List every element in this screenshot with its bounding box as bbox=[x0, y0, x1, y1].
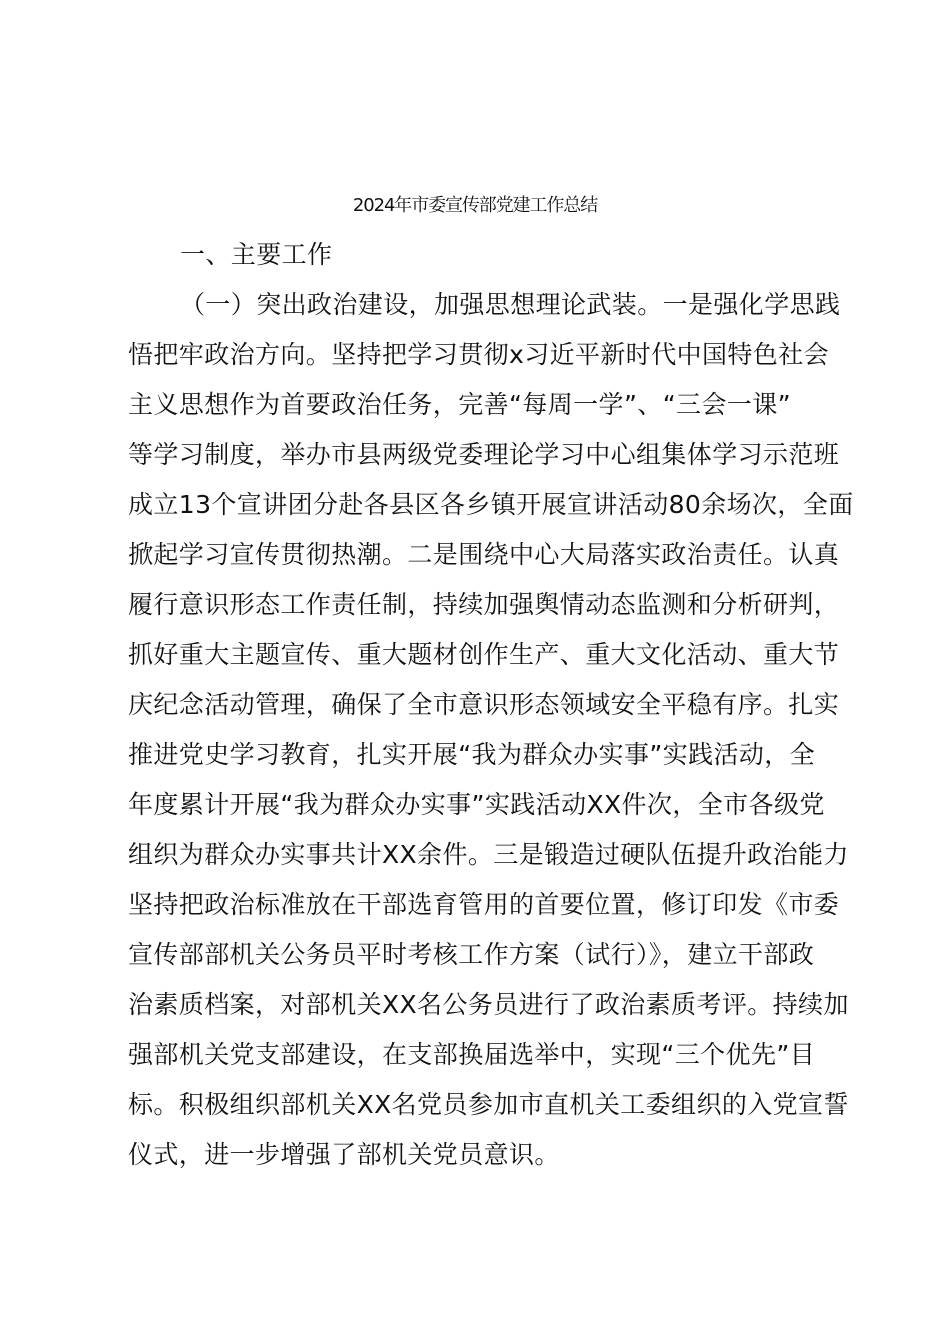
paragraph-line-18: 仪式，进一步增强了部机关党员意识。 bbox=[128, 1140, 560, 1169]
paragraph-line-11: 年度累计开展“我为群众办实事”实践活动XX件次，全市各级党 bbox=[128, 790, 825, 819]
paragraph-line-13: 坚持把政治标准放在干部选育管用的首要位置，修订印发《市委 bbox=[128, 890, 840, 919]
paragraph-line-4: 等学习制度，举办市县两级党委理论学习中心组集体学习示范班 bbox=[128, 440, 840, 469]
paragraph-line-10: 推进党史学习教育，扎实开展“我为群众办实事”实践活动，全 bbox=[128, 740, 816, 769]
paragraph-line-16: 强部机关党支部建设，在支部换届选举中，实现“三个优先”目 bbox=[128, 1040, 816, 1069]
paragraph-line-6: 掀起学习宣传贯彻热潮。二是围绕中心大局落实政治责任。认真 bbox=[128, 540, 840, 569]
paragraph-line-9: 庆纪念活动管理，确保了全市意识形态领域安全平稳有序。扎实 bbox=[128, 690, 840, 719]
paragraph-line-12: 组织为群众办实事共计XX余件。三是锻造过硬队伍提升政治能力 bbox=[128, 840, 849, 869]
paragraph-line-1: （一）突出政治建设，加强思想理论武装。一是强化学思践 bbox=[180, 290, 841, 319]
document-title: 2024年市委宣传部党建工作总结 bbox=[352, 195, 598, 216]
paragraph-line-3: 主义思想作为首要政治任务，完善“每周一学”、“三会一课” bbox=[128, 390, 792, 419]
paragraph-line-14: 宣传部部机关公务员平时考核工作方案（试行）》，建立干部政 bbox=[128, 940, 815, 969]
paragraph-line-8: 抓好重大主题宣传、重大题材创作生产、重大文化活动、重大节 bbox=[128, 640, 840, 669]
paragraph-line-15: 治素质档案，对部机关XX名公务员进行了政治素质考评。持续加 bbox=[128, 990, 849, 1019]
section-heading: 一、主要工作 bbox=[180, 240, 333, 269]
paragraph-line-17: 标。积极组织部机关XX名党员参加市直机关工委组织的入党宣誓 bbox=[128, 1090, 849, 1119]
paragraph-line-5: 成立13个宣讲团分赴各县区各乡镇开展宣讲活动80余场次，全面 bbox=[128, 490, 854, 519]
paragraph-line-7: 履行意识形态工作责任制，持续加强舆情动态监测和分析研判， bbox=[128, 590, 840, 619]
paragraph-line-2: 悟把牢政治方向。坚持把学习贯彻x习近平新时代中国特色社会 bbox=[128, 340, 829, 369]
